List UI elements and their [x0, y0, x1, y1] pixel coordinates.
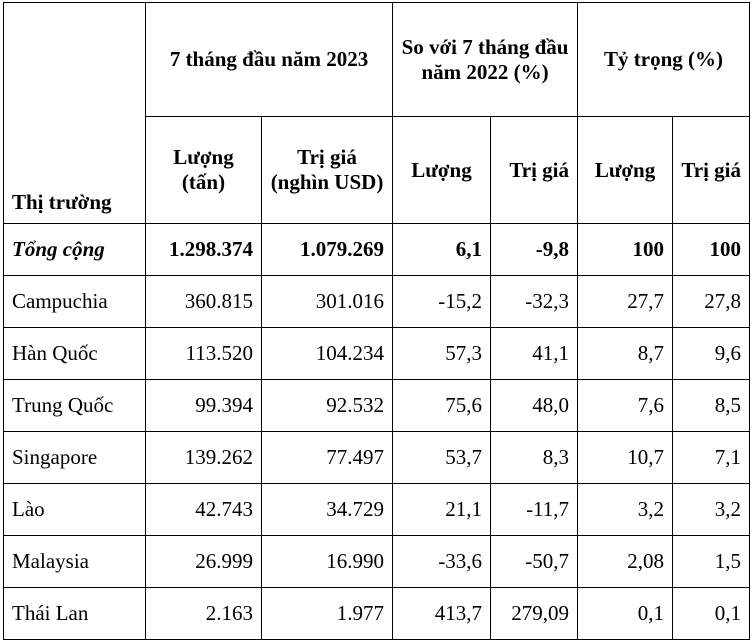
row-volume: 2.163 — [146, 588, 262, 640]
row-value: 1.977 — [262, 588, 393, 640]
header-period-2023: 7 tháng đầu năm 2023 — [146, 3, 393, 117]
table-row — [4, 380, 750, 432]
row-value: 34.729 — [262, 484, 393, 536]
row-value: 301.016 — [262, 276, 393, 328]
table-row — [4, 588, 750, 640]
row-volume: 113.520 — [146, 328, 262, 380]
row-market: Campuchia — [4, 276, 146, 328]
row-volume-share: 10,7 — [578, 432, 673, 484]
row-volume-change: 57,3 — [393, 328, 491, 380]
row-volume-change: -33,6 — [393, 536, 491, 588]
row-value-share: 0,1 — [673, 588, 750, 640]
header-value-kusd: Trị giá (nghìn USD) — [262, 117, 393, 224]
total-volume-change: 6,1 — [393, 224, 491, 276]
row-value: 104.234 — [262, 328, 393, 380]
row-value-share: 9,6 — [673, 328, 750, 380]
table-row — [4, 484, 750, 536]
header-volume-change: Lượng — [393, 117, 491, 224]
row-value-change: 8,3 — [491, 432, 578, 484]
table-row — [4, 276, 750, 328]
header-value-change: Trị giá — [491, 117, 578, 224]
row-volume-share: 0,1 — [578, 588, 673, 640]
row-volume-change: 21,1 — [393, 484, 491, 536]
row-volume-share: 7,6 — [578, 380, 673, 432]
row-market: Malaysia — [4, 536, 146, 588]
row-value-share: 3,2 — [673, 484, 750, 536]
row-volume-change: 413,7 — [393, 588, 491, 640]
row-value-change: -11,7 — [491, 484, 578, 536]
row-volume-share: 3,2 — [578, 484, 673, 536]
total-value-share: 100 — [673, 224, 750, 276]
header-compare-2022: So với 7 tháng đầu năm 2022 (%) — [393, 3, 578, 117]
row-market: Singapore — [4, 432, 146, 484]
header-row-top — [4, 3, 750, 117]
total-row — [4, 224, 750, 276]
row-volume: 139.262 — [146, 432, 262, 484]
row-volume-share: 27,7 — [578, 276, 673, 328]
total-market: Tổng cộng — [4, 224, 146, 276]
row-volume-share: 2,08 — [578, 536, 673, 588]
row-value-share: 1,5 — [673, 536, 750, 588]
row-value: 16.990 — [262, 536, 393, 588]
row-volume-share: 8,7 — [578, 328, 673, 380]
market-data-table — [3, 2, 750, 640]
row-value-change: 48,0 — [491, 380, 578, 432]
row-value-share: 7,1 — [673, 432, 750, 484]
row-value: 77.497 — [262, 432, 393, 484]
row-volume-change: 53,7 — [393, 432, 491, 484]
row-volume: 42.743 — [146, 484, 262, 536]
row-value: 92.532 — [262, 380, 393, 432]
row-value-change: -32,3 — [491, 276, 578, 328]
row-volume-change: 75,6 — [393, 380, 491, 432]
table-row — [4, 432, 750, 484]
header-volume-tons: Lượng (tấn) — [146, 117, 262, 224]
total-volume-share: 100 — [578, 224, 673, 276]
row-volume-change: -15,2 — [393, 276, 491, 328]
row-value-change: 41,1 — [491, 328, 578, 380]
header-volume-share: Lượng — [578, 117, 673, 224]
row-value-share: 8,5 — [673, 380, 750, 432]
row-market: Thái Lan — [4, 588, 146, 640]
total-volume: 1.298.374 — [146, 224, 262, 276]
total-value: 1.079.269 — [262, 224, 393, 276]
table-row — [4, 328, 750, 380]
row-value-change: -50,7 — [491, 536, 578, 588]
row-volume: 99.394 — [146, 380, 262, 432]
row-value-share: 27,8 — [673, 276, 750, 328]
header-value-share: Trị giá — [673, 117, 750, 224]
row-value-change: 279,09 — [491, 588, 578, 640]
row-market: Trung Quốc — [4, 380, 146, 432]
row-market: Hàn Quốc — [4, 328, 146, 380]
row-volume: 360.815 — [146, 276, 262, 328]
total-value-change: -9,8 — [491, 224, 578, 276]
header-market: Thị trường — [4, 3, 146, 224]
table-row — [4, 536, 750, 588]
row-volume: 26.999 — [146, 536, 262, 588]
header-share: Tỷ trọng (%) — [578, 3, 750, 117]
row-market: Lào — [4, 484, 146, 536]
